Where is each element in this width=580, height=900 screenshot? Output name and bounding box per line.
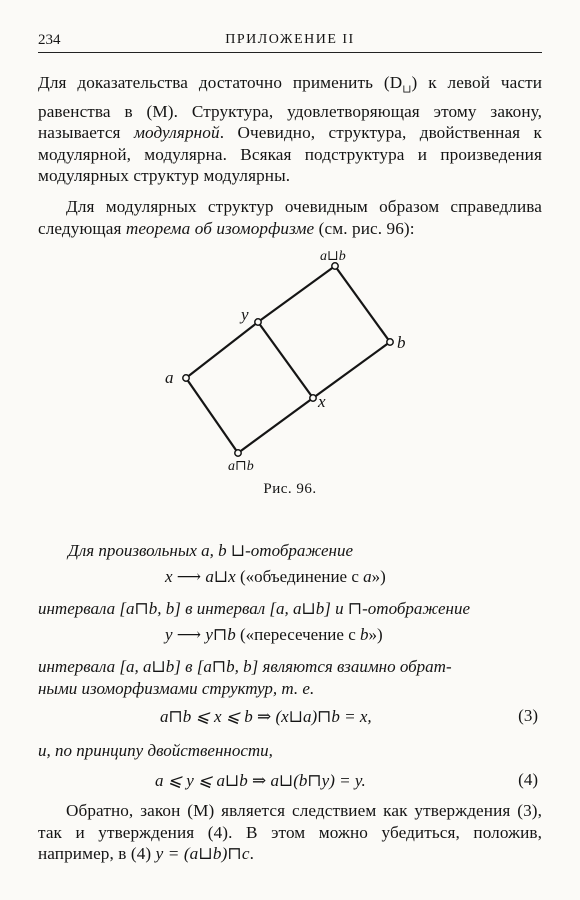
- node-a-meet-b: [235, 450, 241, 456]
- edge-y-x: [258, 322, 313, 398]
- law-subscript: ⊔: [402, 83, 412, 96]
- edge-top-b: [335, 266, 390, 342]
- paragraph-text: Для модулярных структур очевидным образом справедлива следующая: [38, 197, 542, 238]
- substitution-formula: y = (a⊔b)⊓c: [155, 844, 250, 863]
- figure-96-lattice-diagram: [150, 240, 440, 480]
- theorem-line-3: интервала [a, a⊔b] в [a⊓b, b] являются взаимно обрат-: [38, 657, 452, 676]
- label-x: x: [318, 392, 326, 411]
- theorem-text: Для произвольных: [68, 541, 202, 560]
- figure-caption: Рис. 96.: [263, 481, 317, 497]
- meet-map-formula: y ⟶ y⊓b: [165, 625, 236, 644]
- paragraph-text: Для доказательства достаточно применить (D: [38, 73, 403, 92]
- equation-3: a⊓b ⩽ x ⩽ b ⇒ (x⊔a)⊓b = x,: [160, 707, 372, 726]
- running-head: ПРИЛОЖЕНИЕ II: [225, 32, 355, 47]
- page-header: [38, 30, 542, 53]
- theorem-line-4: ными изоморфизмами структур, т. е.: [38, 679, 315, 698]
- paragraph-text: .: [249, 844, 255, 863]
- meet-map-note: («пересечение с: [235, 625, 360, 644]
- lattice-edges: [186, 266, 390, 453]
- theorem-text: интервала [a⊓b, b] в интервал [a, a⊔b] и: [38, 599, 348, 618]
- theorem-line-2: [38, 598, 470, 619]
- edge-y-a: [186, 322, 258, 378]
- lattice-nodes: [183, 263, 393, 456]
- join-map-formula: x ⟶ a⊔x: [165, 567, 236, 586]
- duality-line: и, по принципу двойственности,: [38, 741, 273, 760]
- label-b: b: [397, 333, 406, 352]
- theorem-line-1: [68, 540, 353, 561]
- label-a-join-b: a⊔b: [320, 249, 346, 264]
- edge-a-bottom: [186, 378, 238, 453]
- theorem-text: ⊓-отображение: [347, 599, 471, 618]
- node-a: [183, 375, 189, 381]
- label-y: y: [241, 305, 249, 324]
- edge-b-x: [313, 342, 390, 398]
- edge-x-bottom: [238, 398, 313, 453]
- edge-top-y: [258, 266, 335, 322]
- theorem-vars: a, b: [201, 541, 227, 560]
- node-y: [255, 319, 261, 325]
- meet-map-note-end: »): [368, 625, 383, 644]
- equation-3-number: (3): [518, 706, 538, 725]
- theorem-name: теорема об изоморфизме: [125, 218, 315, 238]
- node-x: [310, 395, 316, 401]
- meet-map: [165, 624, 383, 645]
- join-map-note-var: a: [363, 567, 372, 586]
- paragraph-converse: [38, 800, 542, 865]
- node-b: [387, 339, 393, 345]
- paragraph-text: (см. рис. 96):: [314, 218, 415, 238]
- theorem-text: ⊔-отображение: [226, 541, 354, 560]
- meet-map-note-var: b: [360, 625, 369, 644]
- term-modular: модулярной: [133, 123, 220, 143]
- paragraph-text: ) к левой части равенства в (M). Структура, удовлетворяющая этому закону, называется: [38, 73, 542, 143]
- label-a-meet-b: a⊓b: [228, 459, 254, 474]
- paragraph-text: . Очевидно, структура, двойственная к модулярной, модулярна. Всякая подструктура и произведения модулярных структур модулярны.: [38, 123, 542, 186]
- paragraph-text: Обратно, закон (M) является следствием как утверждения (3), так и утверждения (4). В этом можно убедиться, положив, например, в (4): [38, 801, 542, 863]
- join-map-note-end: »): [371, 567, 386, 586]
- join-map-note: («объединение с: [235, 567, 364, 586]
- equation-4: a ⩽ y ⩽ a⊔b ⇒ a⊔(b⊓y) = y.: [155, 771, 366, 790]
- lattice-diagram: [150, 240, 440, 480]
- paragraph-modular-definition: [38, 72, 542, 187]
- page-number: 234: [38, 32, 61, 48]
- label-a: a: [165, 368, 174, 387]
- join-map: [165, 566, 386, 587]
- paragraph-isomorphism-intro: [38, 196, 542, 239]
- equation-4-number: (4): [518, 770, 538, 789]
